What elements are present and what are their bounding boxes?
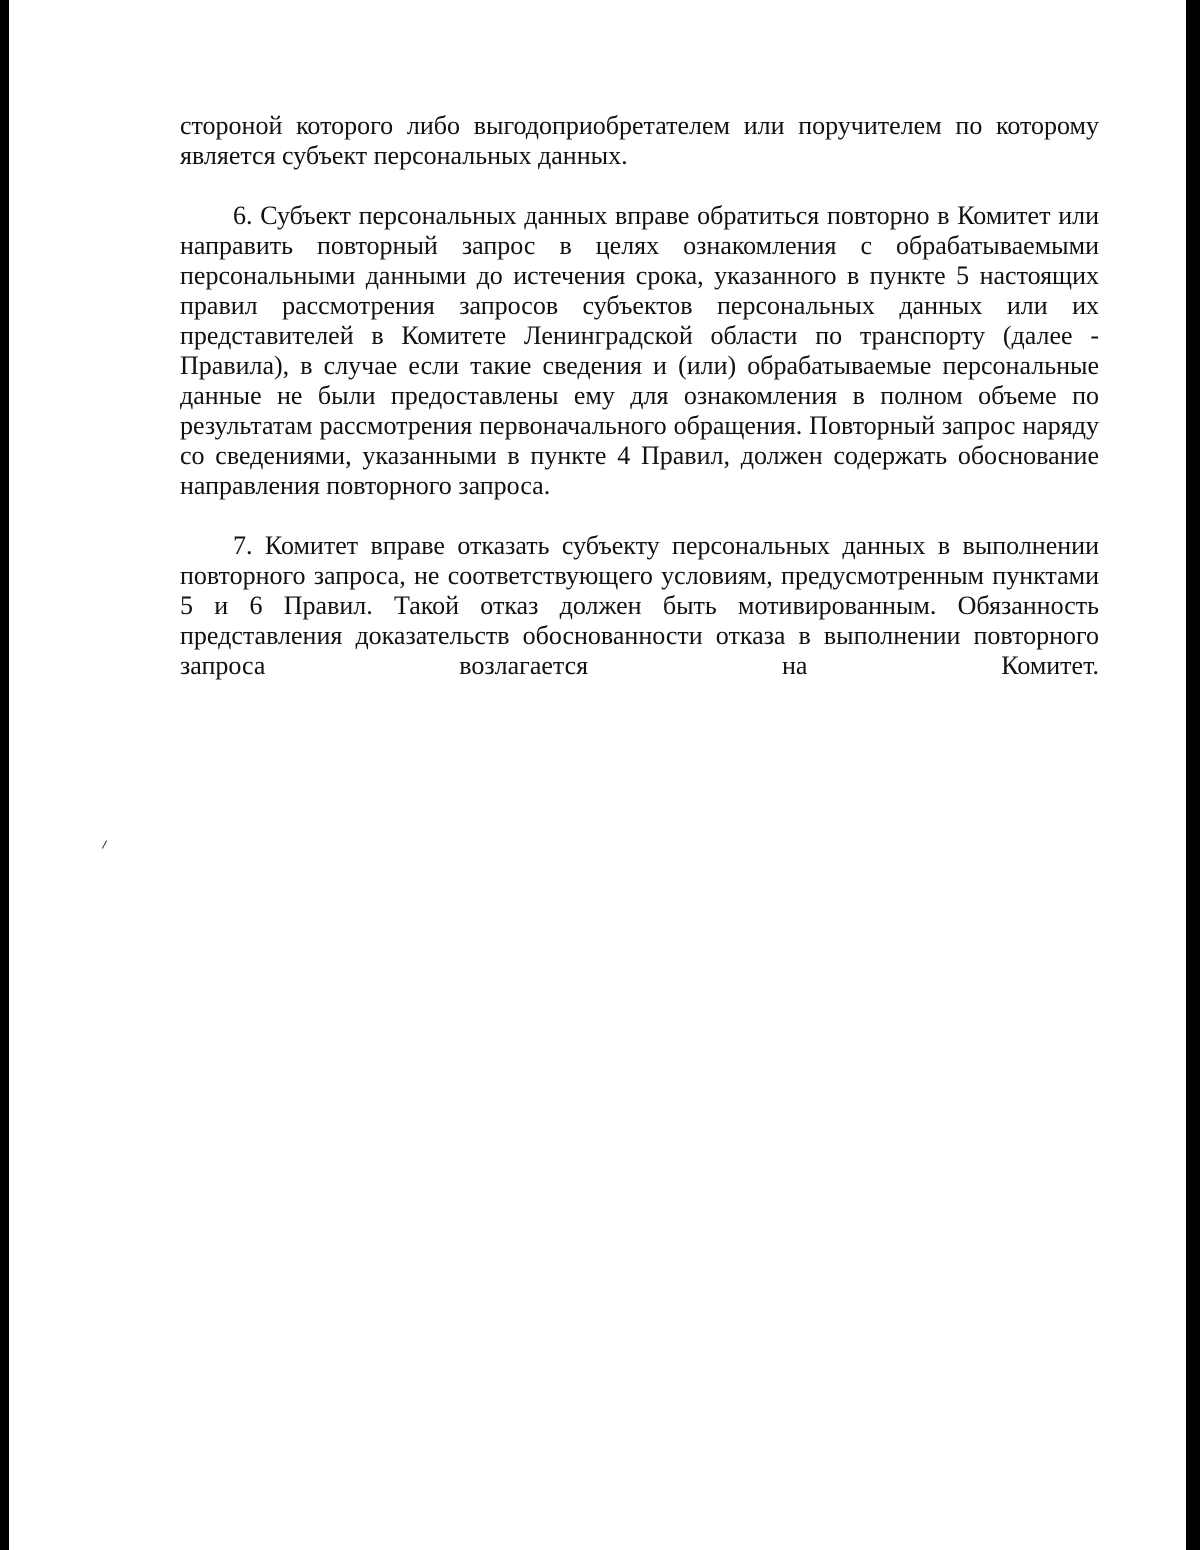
- paragraph-item-6: 6. Субъект персональных данных вправе обратиться повторно в Комитет или направить повторный запрос в целях ознакомления с обрабатываемыми персональными данными до истечения срока, указанного в пункте 5 настоящих правил рассмотрения запросов субъектов персональных данных или их представителей в Комитете Ленинградской области по транспорту (далее - Правила), в случае если такие сведения и (или) обрабатываемые персональные данные не были предоставлены ему для ознакомления в полном объеме по результатам рассмотрения первоначального обращения. Повторный запрос наряду со сведениями, указанными в пункте 4 Правил, должен содержать обоснование направления повторного запроса.: [180, 201, 1099, 500]
- paragraph-continuation: стороной которого либо выгодоприобретателем или поручителем по которому является субъект персональных данных.: [180, 111, 1099, 170]
- paragraph-spacer: [180, 171, 1099, 201]
- scan-border-left: [0, 0, 9, 1550]
- paragraph-spacer: [180, 501, 1099, 531]
- scan-artifact-mark: [102, 840, 107, 848]
- paragraph-item-7: 7. Комитет вправе отказать субъекту персональных данных в выполнении повторного запроса, не соответствующего условиям, предусмотренным пунктами 5 и 6 Правил. Такой отказ должен быть мотивированным. Обязанность представления доказательств обоснованности отказа в выполнении повторного запроса возлагается на Комитет.: [180, 531, 1099, 680]
- scan-border-right: [1186, 0, 1200, 1550]
- document-body: [180, 111, 1099, 681]
